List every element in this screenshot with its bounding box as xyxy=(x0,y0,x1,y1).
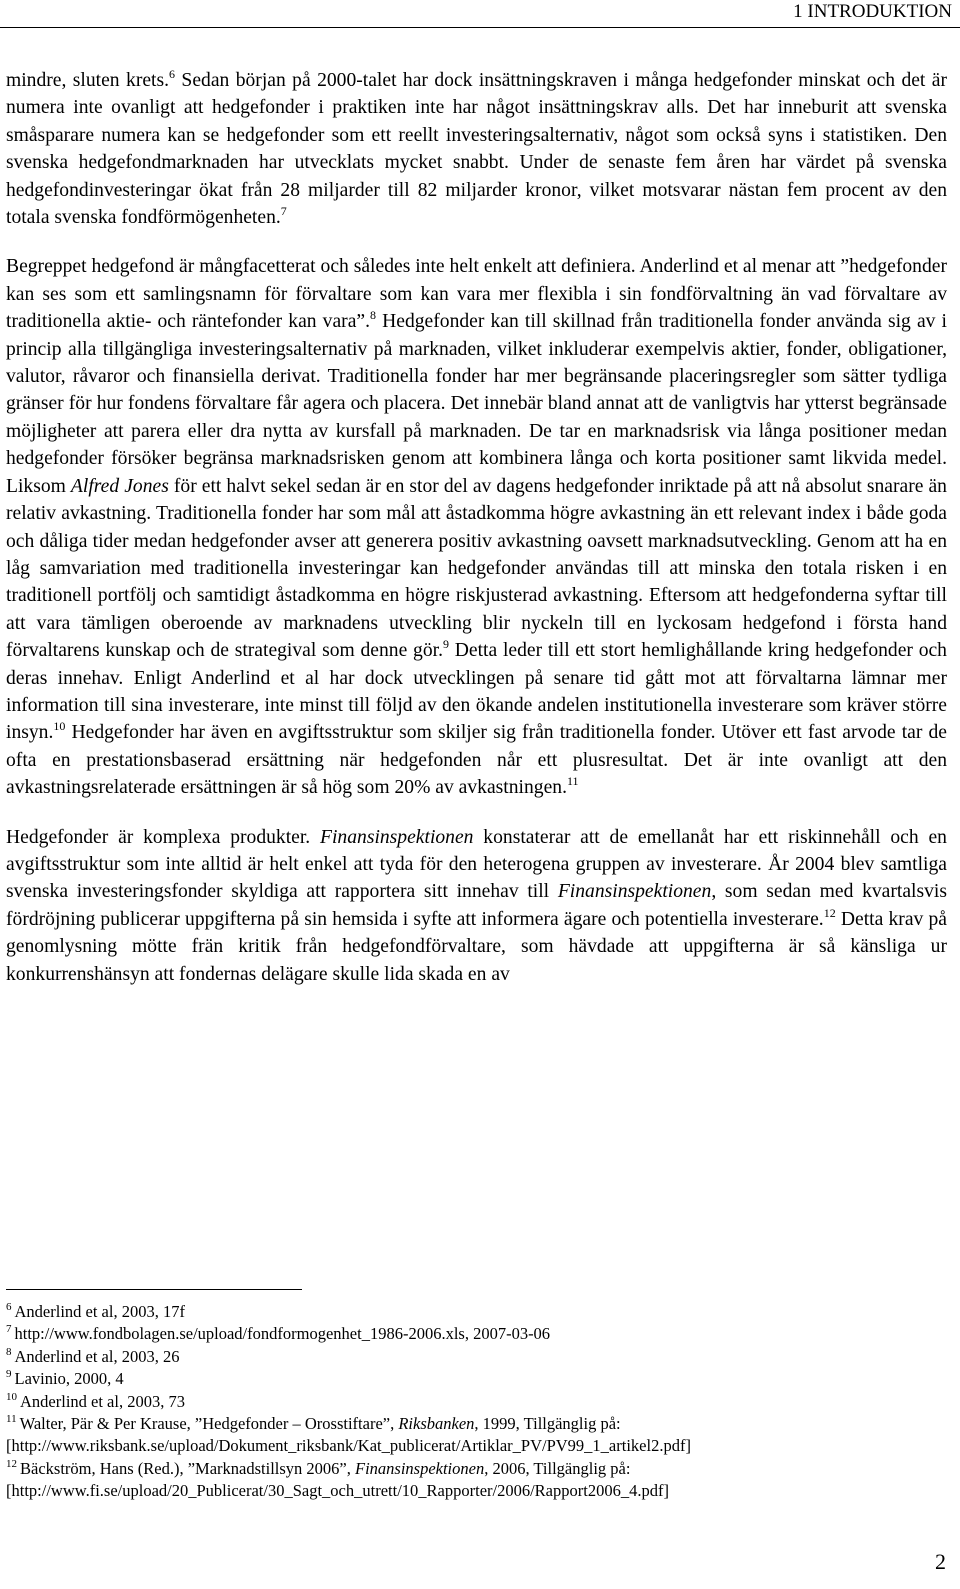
footnote-ref[interactable]: 12 xyxy=(823,905,836,920)
footnote-text: Anderlind et al, 2003, 26 xyxy=(14,1346,180,1366)
footnote-link[interactable]: [http://www.fi.se/upload/20_Publicerat/30_Sagt_och_utrett/10_Rapporter/2006/Rapport2006_4.pdf] xyxy=(6,1481,669,1501)
text-run: konstaterar att de emellanåt har ett riskinnehåll och en avgiftsstruktur som inte alltid är helt enkel att tyda för den heterogena gruppen av investerare. År 2004 blev samtliga svenska investeringsfonder skyldiga att rapportera sitt innehav till xyxy=(6,826,947,903)
body-text xyxy=(6,67,947,988)
footnote-8 xyxy=(6,1346,947,1368)
footnote-text: Anderlind et al, 2003, 73 xyxy=(20,1391,185,1411)
footnote-number: 11 xyxy=(6,1413,17,1426)
footnote-11-url xyxy=(6,1435,947,1457)
running-header: 1 INTRODUKTION xyxy=(793,1,952,22)
footnote-number: 10 xyxy=(6,1390,17,1403)
italic-name: Finansinspektionen xyxy=(557,881,712,903)
text-run: mindre, sluten krets. xyxy=(6,70,170,91)
header-rule xyxy=(0,27,960,28)
text-run: för ett halvt sekel sedan är en stor del av dagens hedgefonder inriktade på att nå absolut snarare än relativ avkastning. Traditionella fonder har som mål att åstadkomma högre avkastning än ett relevant index i både goda och dåliga tider medan hedgefonder avser att generera positiv avkastning oavsett marknadsutveckling. Genom att ha en låg samvariation med traditionella investeringar kan hedgefonder användas till att minska den totala risken i en traditionell portfölj och samtidigt åstadkomma en högre riskjusterad avkastning. Eftersom att hedgefonderna syftar till att vara tämligen oberoende av marknadens utveckling blir nyckeln till en lyckosam hedgefond i första hand förvaltarens kunskap och de strategival som denne gör. xyxy=(6,475,947,662)
footnote-12-url xyxy=(6,1480,947,1502)
footnote-text: Bäckström, Hans (Red.), ”Marknadstillsyn 2006”, xyxy=(20,1458,355,1478)
footnote-text: , 2006, Tillgänglig på: xyxy=(484,1458,631,1478)
text-run: Detta krav på genomlysning mötte frän kritik från hedgefondförvaltare, som hävdade att uppgifterna är så känsliga ur konkurrenshänsyn att fondernas delägare skulle lida skada en av xyxy=(6,908,947,985)
footnote-12 xyxy=(6,1458,947,1480)
page-number: 2 xyxy=(935,1549,946,1574)
footnote-link[interactable]: [http://www.riksbank.se/upload/Dokument_riksbank/Kat_publicerat/Artiklar_PV/PV99_1_artikel2.pdf] xyxy=(6,1436,691,1456)
italic-name: Finansinspektionen xyxy=(320,826,474,848)
paragraph-2 xyxy=(6,253,947,801)
footnote-italic: Riksbanken xyxy=(398,1414,475,1434)
footnote-6 xyxy=(6,1301,947,1323)
text-run: Hedgefonder kan till skillnad från traditionella fonder använda sig av i princip alla tillgängliga investeringsalternativ på marknaden, vilket inkluderar exempelvis aktier, fonder, obligationer, valutor, råvaror och finansiella derivat. Traditionella fonder har mer begränsande placeringsregler som sätter tydliga gränser för hur fondens förvaltare får agera och placera. Det innebär bland annat att de vanligtvis har ytterst begränsade möjligheter att parera eller dra nytta av kursfall på marknaden. De tar en marknadsrisk via långa positioner medan hedgefonder försöker begränsa marknadsrisken genom att kombinera långa och korta positioner samt likvida medel. Liksom xyxy=(6,311,947,497)
text-run: Detta leder till ett stort hemlighållande kring hedgefonder och deras innehav. Enligt Anderlind et al har dock utvecklingen på senare tid gått mot att förvaltarna lämnar mer information till sina investerare, inte minst till följd av den ökande andelen institutionella investerare som kräver större insyn. xyxy=(6,640,947,744)
footnote-ref[interactable]: 10 xyxy=(53,719,66,734)
footnote-text: Lavinio, 2000, 4 xyxy=(14,1369,124,1389)
text-run: Hedgefonder är komplexa produkter. xyxy=(6,826,321,848)
text-run: , som sedan med kvartalsvis fördröjning publicerar uppgifterna på sin hemsida i syfte att informera ägare och potentiella investerare. xyxy=(6,881,947,930)
footnote-ref[interactable]: 6 xyxy=(169,67,176,81)
text-run: Begreppet hedgefond är mångfacetterat och således inte helt enkelt att definiera. Anderlind et al menar att ”hedgefonder kan ses som ett samlingsnamn för förvaltare som kan vara mer flexibla i sin fondförvaltning än vad förvaltare av traditionella aktie- och räntefonder kan vara”. xyxy=(6,256,947,333)
footnote-number: 12 xyxy=(6,1457,17,1470)
footnote-link[interactable]: http://www.fondbolagen.se/upload/fondformogenhet_1986-2006.xls, 2007-03-06 xyxy=(14,1324,551,1344)
text-run: Sedan början på 2000-talet har dock insättningskraven i många hedgefonder minskat och det är numera inte ovanligt att hedgefonder i praktiken inte har något insättningskrav alls. Det har inneburit att svenska småsparare numera kan se hedgefonder som ett reellt investeringsalternativ, något som också syns i statistiken. Den svenska hedgefondmarknaden har utvecklats mycket snabbt. Under de senaste fem åren har värdet på svenska hedgefondinvesteringar ökat från 28 miljarder till 82 miljarder kronor, vilket motsvarar nästan fem procent av den totala svenska fondförmögenheten. xyxy=(6,70,948,229)
footnote-ref[interactable]: 11 xyxy=(566,774,579,789)
paragraph-3 xyxy=(6,824,947,988)
footnote-number: 8 xyxy=(6,1345,12,1358)
footnote-number: 6 xyxy=(6,1301,12,1313)
footnote-ref[interactable]: 7 xyxy=(280,204,287,219)
footnote-10 xyxy=(6,1391,947,1413)
footnote-separator xyxy=(6,1289,302,1290)
footnote-text: , 1999, Tillgänglig på: xyxy=(474,1414,621,1434)
italic-name: Alfred Jones xyxy=(70,475,169,497)
footnotes xyxy=(6,1301,947,1503)
text-run: Hedgefonder har även en avgiftsstruktur som skiljer sig från traditionella fonder. Utöver ett fast arvode tar de ofta en prestationsbaserad ersättning när hedgefonden når ett plusresultat. Det är inte ovanligt att den avkastningsrelaterade ersättningen är så hög som 20% av avkastningen. xyxy=(6,722,947,799)
footnote-7 xyxy=(6,1323,947,1345)
footnote-ref[interactable]: 9 xyxy=(442,637,449,652)
footnote-italic: Finansinspektionen xyxy=(354,1458,485,1478)
footnote-text: Anderlind et al, 2003, 17f xyxy=(14,1302,185,1321)
footnote-ref[interactable]: 8 xyxy=(370,308,376,323)
footnote-9 xyxy=(6,1368,947,1390)
paragraph-1 xyxy=(6,67,947,231)
footnote-number: 7 xyxy=(6,1323,12,1336)
footnote-text: Walter, Pär & Per Krause, ”Hedgefonder – Orosstiftare”, xyxy=(19,1414,399,1434)
footnote-number: 9 xyxy=(6,1368,12,1381)
footnote-11 xyxy=(6,1413,947,1435)
